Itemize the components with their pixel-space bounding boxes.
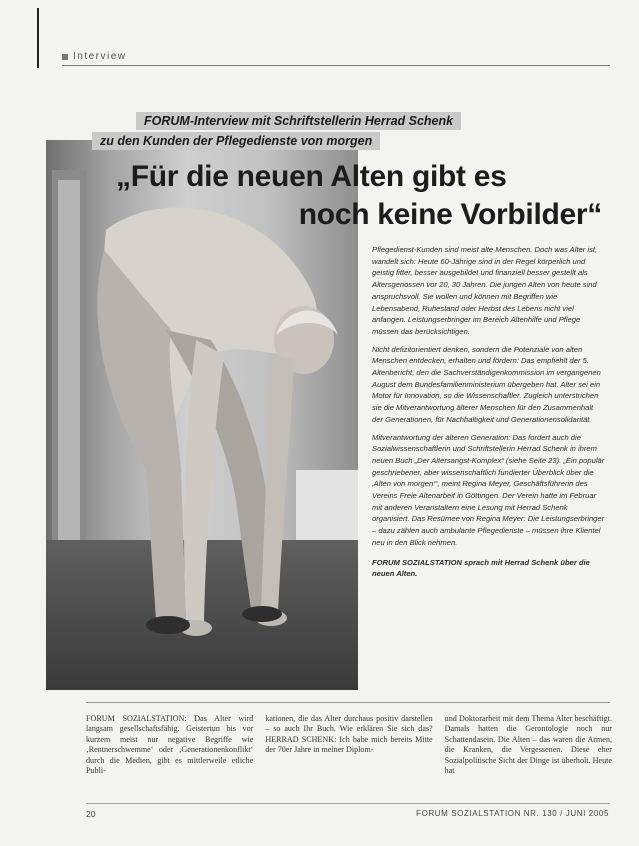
section-label-text: Interview [73, 51, 127, 62]
page-number: 20 [86, 809, 96, 819]
section-marker-icon [62, 54, 68, 60]
article-kicker [92, 112, 522, 152]
publication-title: FORUM SOZIALSTATION NR. 130 / JUNI 2005 [416, 809, 609, 818]
section-label [62, 51, 127, 62]
article-headline [110, 158, 610, 234]
body-divider [86, 702, 610, 703]
kicker-line-2: zu den Kunden der Pflegedienste von morgen [92, 132, 380, 150]
intro-paragraph-2: Nicht defizitorientiert denken, sondern die Potenziale von alten Menschen entdecken, erhalten und fördern: Das empfiehlt der 5. Altenbericht, den die Sachverständigenkommission im vergangenen August dem Bundesfamilienministerium übergeben hat. Alter sei ein Motor für Innovation, so die Wissenschaftler. Zugleich unterstrichen sie die Mitverantwortung älterer Menschen für den Zusammenhalt der Generationen, für Nachhaltigkeit und Generationensolidarität. [372, 344, 601, 424]
page-edge-rule [37, 8, 39, 68]
intro-paragraph-1: Pflegedienst-Kunden sind meist alte Menschen. Doch was Alter ist, wandelt sich: Heute 60-Jährige sind in der Regel körperlich und geistig fitter, besser ausgebildet und finanziell besser gestellt als Altersgenossen vor 20, 30 Jahren. Die jungen Alten von heute sind anspruchsvoll. Sie wollen und können mit Begriffen wie Lebensabend, Ruhestand oder Herbst des Lebens nicht viel anfangen. Leistungserbringer im Bereich Altenhilfe und Pflege müssen das berücksichtigen. [372, 245, 598, 336]
top-divider [62, 65, 610, 66]
headline-line-1: „Für die neuen Alten gibt es [116, 160, 507, 193]
body-column-1: FORUM SOZIALSTATION: Das Alter wird langsam gesellschaftsfähig. Geistertun bis vor kurzem meist nur negative Begriffe wie ‚Rentnerschwemme‘ oder ‚Generationenkonflikt‘ durch die Medien, gibt es mittlerweile etliche Publi- [86, 714, 254, 776]
article-intro [372, 244, 606, 586]
article-body [86, 714, 612, 776]
body-column-2: kationen, die das Alter durchaus positiv darstellen – so auch Ihr Buch. Wie erklären Sie sich das? HERRAD SCHENK: Ich habe mich bereits Mitte der 70er Jahre in meiner Diplom- [265, 714, 433, 755]
footer-divider [86, 803, 610, 804]
kicker-line-1: FORUM-Interview mit Schriftstellerin Herrad Schenk [136, 112, 461, 130]
body-column-3: und Doktorarbeit mit dem Thema Alter beschäftigt. Damals hatten die Gerontologie noch nur Schattendasein. Die Alten – das waren die Armen, die Kranken, die Vergessenen. Diese eher Sozialpolitische Sicht der Dinge ist überholt. Heute hat [444, 714, 612, 776]
headline-line-2: noch keine Vorbilder“ [298, 198, 602, 231]
intro-paragraph-3: Mitverantwortung der älteren Generation: Das fordert auch die Sozialwissenschaftlerin und Schriftstellerin Herrad Schenk in ihrem neuen Buch „Der Altersangst-Komplex“ (siehe Seite 23). „Ein populär geschriebener, aber wissenschaftlich fundierter Überblick über die ‚Alten von morgen‘“, meint Regina Meyer, Geschäftsführerin des Vereins Freie Altenarbeit in Göttingen. Der Verein hatte im Februar mit anderen Veranstaltern eine Lesung mit Herrad Schenk organisiert. Das Resümee von Regina Meyer: Die Leistungserbringer – dazu zählen auch ambulante Pflegedienste – müssen ihre Klientel neu in den Blick nehmen. [372, 432, 605, 547]
intro-credit: FORUM SOZIALSTATION sprach mit Herrad Schenk über die neuen Alten. [372, 557, 590, 579]
